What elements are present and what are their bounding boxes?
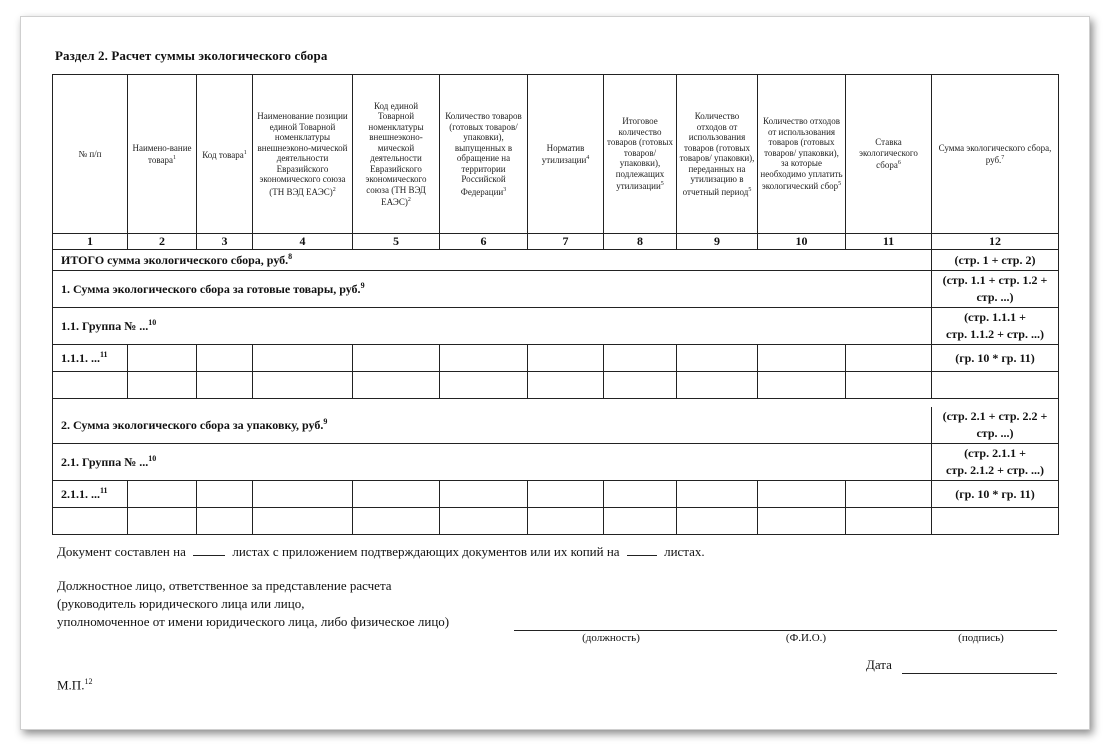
group-1-1-row xyxy=(53,308,1059,345)
input-cell[interactable] xyxy=(128,372,197,399)
footnote-ref: 4 xyxy=(586,155,590,161)
header-text: № п/п xyxy=(78,148,102,159)
column-number: 5 xyxy=(353,234,440,250)
input-cell[interactable] xyxy=(604,345,677,372)
group-1-1-formula-cell xyxy=(932,308,1059,345)
input-cell[interactable] xyxy=(253,481,353,508)
footnote-ref: 10 xyxy=(148,318,157,327)
stamp-area xyxy=(57,677,92,693)
caption-position: (должность) xyxy=(582,632,640,644)
header-text: Итоговое количество товаров (готовых товаров/ упаковки), подлежащих утилизации xyxy=(607,116,673,192)
section-2-label: 2. Сумма экологического сбора за упаковку, руб. xyxy=(61,418,324,432)
formula-line: (стр. 1.1.1 + xyxy=(964,310,1026,324)
doc-text-part3: листах. xyxy=(664,544,705,559)
input-cell[interactable] xyxy=(758,481,846,508)
column-number: 12 xyxy=(932,234,1059,250)
header-text: Ставка экологического сбора xyxy=(859,137,918,171)
section-2-row xyxy=(53,407,1059,444)
section-title: Раздел 2. Расчет суммы экологического сбора xyxy=(55,48,328,63)
input-cell[interactable] xyxy=(932,508,1059,535)
input-cell[interactable] xyxy=(128,508,197,535)
input-cell[interactable] xyxy=(677,481,758,508)
formula-line: (стр. 2.1 + стр. 2.2 + xyxy=(942,409,1048,423)
column-number: 9 xyxy=(677,234,758,250)
footnote-ref: 8 xyxy=(288,252,293,261)
input-cell[interactable] xyxy=(758,508,846,535)
section-1-label: 1. Сумма экологического сбора за готовые товары, руб. xyxy=(61,282,361,296)
input-cell[interactable] xyxy=(440,345,528,372)
formula-line: (стр. 2.1.1 + xyxy=(964,446,1026,460)
group-1-1-label: 1.1. Группа № ... xyxy=(61,319,149,333)
input-cell[interactable] xyxy=(932,372,1059,399)
column-number: 7 xyxy=(528,234,604,250)
date-label: Дата xyxy=(866,657,892,672)
input-cell[interactable] xyxy=(758,372,846,399)
gap-cell xyxy=(53,399,1059,408)
input-cell[interactable] xyxy=(677,372,758,399)
input-cell[interactable] xyxy=(528,345,604,372)
input-cell[interactable] xyxy=(604,508,677,535)
section-1-formula-cell xyxy=(932,271,1059,308)
column-number: 1 xyxy=(53,234,128,250)
footnote-ref: 1 xyxy=(172,155,176,161)
input-cell[interactable] xyxy=(253,508,353,535)
input-cell[interactable] xyxy=(677,345,758,372)
header-cell xyxy=(128,75,197,234)
section-2-label-cell xyxy=(53,407,932,444)
footnote-ref: 9 xyxy=(360,281,365,290)
column-number-row xyxy=(53,234,1059,250)
group-2-1-label-cell xyxy=(53,444,932,481)
input-cell[interactable] xyxy=(846,481,932,508)
input-cell[interactable] xyxy=(440,508,528,535)
item-1-1-1-label: 1.1.1. ... xyxy=(61,351,100,365)
footnote-ref: 2 xyxy=(332,186,336,193)
caption-signature: (подпись) xyxy=(958,632,1004,644)
column-number: 6 xyxy=(440,234,528,250)
item-1-1-1-row xyxy=(53,345,1059,372)
header-row xyxy=(53,75,1059,234)
input-cell[interactable] xyxy=(253,345,353,372)
input-cell[interactable] xyxy=(197,508,253,535)
item-2-1-1-label-cell xyxy=(53,481,128,508)
doc-text-part1: Документ составлен на xyxy=(57,544,186,559)
signature-line[interactable] xyxy=(514,630,1057,631)
input-cell[interactable] xyxy=(197,345,253,372)
header-cell xyxy=(53,75,128,234)
input-cell[interactable] xyxy=(53,372,128,399)
footnote-ref: 12 xyxy=(84,677,93,686)
input-cell[interactable] xyxy=(53,508,128,535)
header-cell xyxy=(604,75,677,234)
header-cell xyxy=(197,75,253,234)
item-2-1-1-row xyxy=(53,481,1059,508)
header-text: Код товара xyxy=(202,149,244,160)
header-cell xyxy=(353,75,440,234)
input-cell[interactable] xyxy=(253,372,353,399)
input-cell[interactable] xyxy=(440,481,528,508)
official-line-2: (руководитель юридического лица или лицо, xyxy=(57,596,305,611)
input-cell[interactable] xyxy=(197,372,253,399)
footnote-ref: 11 xyxy=(100,350,108,359)
sheets-count-field[interactable] xyxy=(193,543,225,556)
date-field[interactable] xyxy=(902,673,1057,674)
item-1-1-1-formula: (гр. 10 * гр. 11) xyxy=(932,345,1059,372)
input-cell[interactable] xyxy=(197,481,253,508)
input-cell[interactable] xyxy=(528,508,604,535)
calculation-table xyxy=(52,74,1059,535)
document-sheets-line xyxy=(57,543,705,560)
item-2-1-1-label: 2.1.1. ... xyxy=(61,487,100,501)
header-cell xyxy=(758,75,846,234)
section-2-formula-cell xyxy=(932,407,1059,444)
input-cell[interactable] xyxy=(440,372,528,399)
column-number: 4 xyxy=(253,234,353,250)
header-cell xyxy=(440,75,528,234)
item-2-1-1-formula: (гр. 10 * гр. 11) xyxy=(932,481,1059,508)
footnote-ref: 2 xyxy=(407,197,411,203)
header-cell xyxy=(677,75,758,234)
section-1-label-cell xyxy=(53,271,932,308)
input-cell[interactable] xyxy=(528,372,604,399)
input-cell[interactable] xyxy=(128,481,197,508)
header-text: Количество отходов от использования товаров (готовых товаров/ упаковки), за которые необходимо уплатить экологический сбор xyxy=(760,116,843,192)
footnote-ref: 10 xyxy=(148,454,157,463)
input-cell[interactable] xyxy=(846,372,932,399)
total-label: ИТОГО сумма экологического сбора, руб. xyxy=(61,253,289,267)
header-cell xyxy=(932,75,1059,234)
footnote-ref: 5 xyxy=(838,181,842,188)
footnote-ref: 7 xyxy=(1001,155,1005,161)
input-cell[interactable] xyxy=(846,508,932,535)
formula-line: стр. 2.1.2 + стр. ...) xyxy=(946,463,1044,477)
footnote-ref: 11 xyxy=(100,486,108,495)
group-2-1-label: 2.1. Группа № ... xyxy=(61,455,149,469)
header-text: Количество отходов от использования товаров (готовых товаров/ упаковки), переданных на утилизацию в отчетный период xyxy=(679,111,755,197)
input-cell[interactable] xyxy=(353,345,440,372)
total-row xyxy=(53,250,1059,271)
column-number: 10 xyxy=(758,234,846,250)
item-1-1-1-label-cell xyxy=(53,345,128,372)
input-cell[interactable] xyxy=(353,481,440,508)
input-cell[interactable] xyxy=(128,345,197,372)
formula-line: стр. ...) xyxy=(976,290,1014,304)
header-text: Сумма экологического сбора, руб. xyxy=(938,142,1052,165)
gap-row xyxy=(53,399,1059,408)
input-cell[interactable] xyxy=(758,345,846,372)
form-sheet xyxy=(20,16,1090,730)
section-1-row xyxy=(53,271,1059,308)
header-text: Количество товаров (готовых товаров/ упаковки), выпущенных в обращение на территории Российской Федерации xyxy=(445,111,522,197)
total-formula: (стр. 1 + стр. 2) xyxy=(932,250,1059,271)
formula-line: (стр. 1.1 + стр. 1.2 + xyxy=(942,273,1048,287)
input-cell[interactable] xyxy=(604,481,677,508)
footnote-ref: 6 xyxy=(897,160,901,167)
input-cell[interactable] xyxy=(353,508,440,535)
input-cell[interactable] xyxy=(846,345,932,372)
group-2-1-row xyxy=(53,444,1059,481)
stamp-label: М.П. xyxy=(57,677,85,693)
input-cell[interactable] xyxy=(528,481,604,508)
total-label-cell xyxy=(53,250,932,271)
footnote-ref: 3 xyxy=(503,186,507,193)
doc-text-part2: листах с приложением подтверждающих документов или их копий на xyxy=(232,544,620,559)
group-1-1-label-cell xyxy=(53,308,932,345)
header-text: Наимено-вание товара xyxy=(132,142,192,165)
group-2-1-formula-cell xyxy=(932,444,1059,481)
input-cell[interactable] xyxy=(353,372,440,399)
footnote-ref: 9 xyxy=(323,417,328,426)
input-cell[interactable] xyxy=(604,372,677,399)
header-cell xyxy=(846,75,932,234)
input-cell[interactable] xyxy=(677,508,758,535)
formula-line: стр. ...) xyxy=(976,426,1014,440)
empty-row xyxy=(53,508,1059,535)
attachment-sheets-field[interactable] xyxy=(627,543,657,556)
footnote-ref: 5 xyxy=(748,186,752,193)
column-number: 8 xyxy=(604,234,677,250)
header-text: Норматив утилизации xyxy=(541,142,587,165)
header-text: Наименование позиции единой Товарной номенклатуры внешнеэконо-мической деятельности Евразийского экономического союза (ТН ВЭД ЕАЭС) xyxy=(257,111,348,197)
formula-line: стр. 1.1.2 + стр. ...) xyxy=(946,327,1044,341)
caption-name: (Ф.И.О.) xyxy=(785,632,827,644)
footnote-ref: 1 xyxy=(243,149,247,156)
official-line-1: Должностное лицо, ответственное за представление расчета xyxy=(57,578,392,593)
column-number: 11 xyxy=(846,234,932,250)
footnote-ref: 5 xyxy=(660,181,664,188)
column-number: 2 xyxy=(128,234,197,250)
header-cell xyxy=(253,75,353,234)
empty-row xyxy=(53,372,1059,399)
header-text: Код единой Товарной номенклатуры внешнеэконо-мической деятельности Евразийского экономического союза (ТН ВЭД ЕАЭС) xyxy=(365,100,427,207)
column-number: 3 xyxy=(197,234,253,250)
official-line-3: уполномоченное от имени юридического лица, либо физическое лицо) xyxy=(57,614,450,629)
header-cell xyxy=(528,75,604,234)
